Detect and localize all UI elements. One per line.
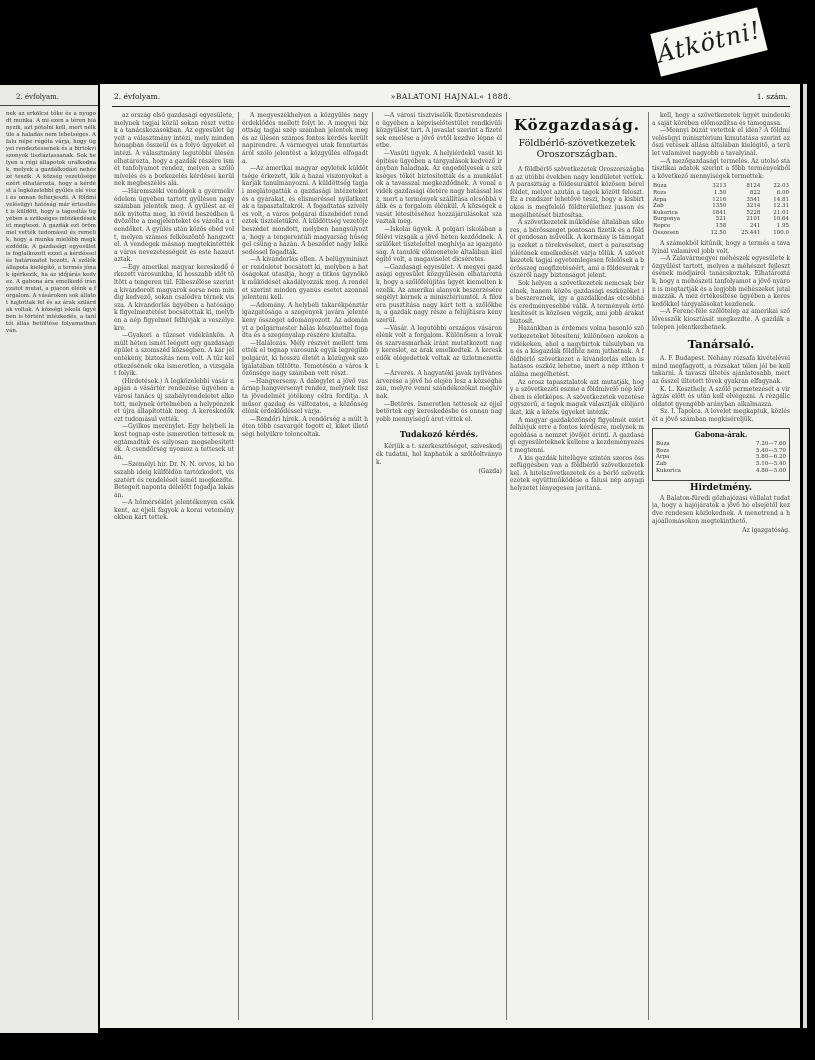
table-cell: 6.00 — [776, 189, 789, 196]
paragraph: A magyar gazdaközönség figyelmét ezért felhívjuk erre a fontos kérdésre, melynek megoldása a nemzet jövőjét érinti. A gazdasági egyesületeknek kellene a kezdeményezést megtenni. — [510, 416, 644, 454]
table-row — [652, 210, 790, 217]
table-row — [652, 216, 790, 223]
paragraph: —A Zalavármegyei méhészek egyesülete közgyűlést tartott, melyen a méhészet fejlesztésének módjairól tanácskoztak. Elhatározták, hogy a méhészeti tanfolyamot a jövő nyáron is megtartják és a legjobb méhészeket jutalmazzák. A méz értékesítése ügyében a kereskedőkkel tárgyalásokat kezdenek. — [652, 255, 790, 308]
table-cell: Zab — [656, 460, 667, 467]
table-row — [652, 183, 790, 190]
paragraph: —Hangverseny. A dalegylet a jövő vasárnap hangversenyt rendez, melynek tiszta jövedelmét jótékony célra fordítja. A műsor gazdag és változatos, a közönség élénk érdeklődéssel várja. — [242, 377, 368, 416]
paragraph: Sz. I. Tapolca. A levelet megkaptuk, közlését a jövő számban megkíséreljük. — [652, 408, 790, 423]
table-cell: Búza — [656, 441, 670, 448]
paragraph: —Vasúti ügyek. A helyiérdekű vasút kiépítése ügyében a tárgyalások kedvező irányban haladnak. Az engedélyesek a szükséges tőkét biztosították és a munkálatok a tavasszal megkezdődnek. A vonal a vidék gazdasági életére nagy hatással lesz, mert a termények szállítása olcsóbbá válik és a forgalom élénkül. A községek a vasút létesítéséhez hozzájárulásokat szavaztak meg. — [376, 149, 502, 226]
table-cell: 4.80—5.00 — [756, 467, 786, 474]
statistics-table — [652, 183, 790, 236]
table-cell: 14.81 — [773, 196, 789, 203]
table-row — [652, 197, 790, 204]
table-cell: Rozs — [653, 189, 667, 196]
masthead: »BALATONI HAJNAL« 1888. — [390, 92, 512, 101]
table-cell: Rozs — [656, 447, 670, 454]
paragraph: Az orosz tapasztalatok azt mutatják, hogy a szövetkezeti eszme a földmívelő nép körében is életképes. A szövetkezetek vezetése egyszerű, a tagok maguk választják elöljáróikat, kik a közös ügyeket intézik. — [510, 378, 644, 416]
previous-page-header-rule — [0, 105, 98, 106]
section-title: Tanársaló. — [687, 337, 755, 352]
table-cell: Zab — [653, 203, 664, 210]
paragraph: A számokból kitűnik, hogy a termés a tavalyinál valamivel jobb volt. — [652, 240, 790, 255]
table-cell: 10.64 — [773, 216, 789, 223]
table-cell: 100.0 — [773, 229, 789, 236]
table-cell: Búza — [653, 183, 667, 190]
paragraph: —Gazdasági egyesület. A megyei gazdasági egyesület közgyűlésén elhatározták, hogy a szőlőfelújítás ügyét kiemelten kezelik. Az amerikai alanyok beszerzésére segélyt kérnek a minisztériumtól. A filoxera pusztítása nagy kárt tett a szőlőkben, a gazdák nagy része a felújításra kényszerül. — [376, 263, 502, 325]
paragraph: A megyeszékhelyen a közgyűlés nagy érdeklődés mellett folyt le. A megyei bizottság tagjai szép számban jelentek meg és az ülésen számos fontos kérdés került napirendre. A vármegyei utak fenntartásáról szóló jelentést a közgyűlés elfogadta. — [242, 112, 368, 165]
table-row — [652, 190, 790, 197]
article-title: Tudakozó kérdés. — [399, 429, 479, 440]
table-cell: 1350 — [712, 203, 727, 210]
table-row — [655, 461, 787, 468]
table-cell: 5.40—5.70 — [756, 447, 786, 454]
paragraph: Kérjük a t. szerkesztőséget, szíveskedjék tudatni, hol kaphatók a szőlőoltványok. — [376, 443, 502, 466]
notice-title: Hirdetmény. — [690, 483, 752, 494]
column-rule — [506, 112, 507, 1020]
header-rule — [112, 106, 790, 107]
column-2 — [242, 112, 368, 1022]
column-4 — [510, 112, 644, 1022]
column-rule — [238, 112, 239, 1020]
paragraph: —Gyilkos merénylet. Egy helybeli lakost tegnap este ismeretlen tettesek megtámadták és súlyosan megsebesítették. A csendőrség nyomoz a tettesek után. — [114, 423, 234, 461]
section-title: Közgazdaság. — [513, 116, 641, 134]
table-cell: 2101 — [746, 216, 761, 223]
table-row — [655, 448, 787, 455]
newspaper-page — [100, 84, 800, 1028]
handwritten-note: Átkötni! — [650, 7, 767, 76]
table-cell: 5228 — [746, 209, 761, 216]
table-cell: Burgonya — [653, 216, 680, 223]
paragraph: —A hőmérséklet jelentékenyen csökkent, az éjjeli fagyok a korai veteményekben kárt tettek. — [114, 499, 234, 522]
paragraph: Hazánkban is érdemes volna hasonló szövetkezeteket létesíteni, különösen azokon a vidékeken, ahol a nagybirtok túlsúlyban van és a kisgazdák földhöz nem juthatnak. A földbérlő szövetkezet a kivándorlás ellen is hatásos eszköz lehetne, mert a nép itthon találna megélhetést. — [510, 325, 644, 379]
table-cell: 3214 — [746, 203, 761, 210]
paragraph: —Rendőri hírek. A rendőrség a múlt héten több csavargót fogott el, kiket illetőségi helyükre toloncoltak. — [242, 415, 368, 438]
paragraph: —Egy amerikai magyar kereskedő érkezett városunkba, ki hosszabb időt töltött a tengeren túl. Elbeszélése szerint a kivándorolt magyarok sorsa nem mindig kedvező, sokan csalódva térnek vissza. A kivándorlás ügyében a hatóságok figyelmeztetést bocsátottak ki, melyben a nép figyelmét felhívják a veszélyekre. — [114, 263, 234, 332]
table-cell: 521 — [715, 216, 727, 223]
column-1 — [114, 112, 234, 1022]
table-cell: 5.80—6.20 — [756, 454, 786, 461]
table-cell: Repce — [653, 222, 671, 229]
table-row — [652, 223, 790, 230]
table-cell: 7.20—7.60 — [756, 441, 786, 448]
table-cell: 12.50 — [710, 229, 727, 236]
table-cell: 21.01 — [773, 209, 789, 216]
paragraph: (Hirdetések.) A legközelebbi vásár napján a vásártér rendezése ügyében a városi tanács új szabályrendeletet alkotott, melynek értelmében a helypénzeket újra állapították meg. A kereskedők ezt tudomásul vették. — [114, 377, 234, 423]
paragraph: —Mennyi búzát vetettek el idén? A földmívelésügyi minisztérium kimutatása szerint az őszi vetések állása általában kielégítő, a terület valamivel nagyobb a tavalyinál. — [652, 127, 790, 157]
paragraph: —Vásár. A legutóbbi országos vásáron élénk volt a forgalom. Különösen a lovak és szarvasmarhák iránt mutatkozott nagy kereslet, az árak emelkedtek. A kereskedők elégedettek voltak az üzletmenettel. — [376, 324, 502, 370]
table-cell: 241 — [749, 222, 761, 229]
table-cell: 822 — [749, 189, 761, 196]
table-cell: 1.50 — [713, 189, 727, 196]
column-rule — [648, 112, 649, 1020]
table-cell: 158 — [715, 222, 727, 229]
table-cell: 5.10—5.40 — [756, 460, 786, 467]
paragraph: A szövetkezetek működése általában sikeres, a bérösszeget pontosan fizetik és a földet gondosan művelik. A kormány is támogatja ezeket a törekvéseket, mert a parasztság jólétének emelkedését várja tőlük. A szövetkezetek tagjai egyetemlegesen felelősek a bérösszeg megfizetéséért, ami a földesurak részéről nagy biztonságot jelent. — [510, 219, 644, 280]
paragraph: Sok helyen a szövetkezetek nemcsak bérelnek, hanem közös gazdasági eszközöket is beszereznek, így a gazdálkodás olcsóbbá és eredményesebbé válik. A termények értékesítését is közösen végzik, ami jobb árakat biztosít. — [510, 279, 644, 325]
issue-label: 1. szám. — [756, 92, 788, 101]
page-edge — [800, 84, 815, 1028]
previous-page-header: 2. évfolyam. — [16, 93, 60, 101]
paragraph: —A Ferenc-féle szőlőtelep az amerikai szőlővesszők kiosztását megkezdte. A gazdák a telepen jelentkezhetnek. — [652, 308, 790, 331]
table-row — [652, 203, 790, 210]
previous-page-text: nek az erkölcsi tőke és a nyugodt munka. A mi ezen a téren hiányzik, azt pótolni kell, mert nélküle a haladás nem lehetséges. A falu népe régóta várja, hogy ügyei rendeztessenek és a birtokviszonyok tisztáztassanak. Sok helyen a régi állapotok uralkodnak, melyek a gazdálkodást nehézzé teszik. A község vezetősége ezért elhatározta, hogy a kérdést a legközelebbi gyűlés elé viszi és onnan felterjeszti. A földmívelésügyi hatóság már értesítést is küldött, hogy a tagosítás ügyében a szükséges intézkedéseket megteszi. A gazdák ezt örömmel vették tudomásul és remélik, hogy a munka mielőbb megkezdődik. A gazdasági egyesület is foglalkozott ezzel a kérdéssel és határozatot hozott. A szőlők állapota kielégítő, a termés jónak ígérkezik, ha az időjárás kedvez. A gabona ára emelkedő irányzatot mutat, a piacon élénk a forgalom. A vásárokon sok állatot hajtottak fel és az árak szilárdak voltak. A községi iskola ügyében is történt intézkedés, a tanítói állás betöltése folyamatban van. — [6, 111, 96, 334]
paragraph: —Személyi hír. Dr. N. N. orvos, ki hosszabb ideig külföldön tartózkodott, visszatért és rendelését ismét megkezdte. Betegeit naponta délelőtt fogadja lakásán. — [114, 461, 234, 499]
paragraph: —Az amerikai magyar egyletek küldöttsége érkezett, kik a hazai viszonyokat akarják tanulmányozni. A küldöttség tagjai meglátogatták a gazdasági intézeteket és a gyárakat, és elismeréssel nyilatkoztak a tapasztaltakról. A fogadtatás szívélyes volt, a város polgárai díszebédet rendeztek tiszteletükre. A küldöttség vezetője beszédet mondott, melyben hangsúlyozta, hogy a tengerentúli magyarság hűséggel csüng a hazán. A beszédet nagy lelkesedéssel fogadták. — [242, 165, 368, 256]
paragraph: —A városi tisztviselők fizetésrendezése ügyében a képviselőtestület rendkívüli közgyűlést tart. A javaslat szerint a fizetések emelése a jövő évtől kezdve lépne életbe. — [376, 112, 502, 150]
table-cell: 3213 — [712, 183, 727, 190]
table-cell: Összesen — [653, 229, 679, 236]
table-cell: Árpa — [653, 196, 667, 203]
table-cell: Árpa — [656, 454, 670, 461]
paragraph: A földbérlő szövetkezetek Oroszországban az utóbbi években nagy lendületet vettek. A parasztság a földesuraktól közösen bérel földet, melyet azután a tagok között feloszt. Ez a rendszer lehetővé teszi, hogy a kisbirtokos is megfelelő földterülethez jusson és megélhetését biztosítsa. — [510, 166, 644, 219]
page-header — [114, 90, 788, 104]
paragraph: —Árverés. A hagyatéki javak nyilvános árverése a jövő hó elején lesz a községházán, melyre venni szándékozókat meghívnak. — [376, 370, 502, 400]
paragraph: —Betörés. Ismeretlen tettesek az éjjel betörtek egy kereskedésbe és onnan nagyobb mennyiségű árut vittek el. — [376, 400, 502, 423]
table-cell: 12.31 — [773, 203, 789, 210]
price-box-title: Gabona-árak. — [694, 429, 748, 439]
table-cell: 3541 — [746, 196, 761, 203]
table-row — [655, 441, 787, 448]
column-rule — [372, 112, 373, 1020]
paragraph: —Adomány. A helybeli takarékpénztár igazgatósága a szegények javára jelentékeny összeget adományozott. Az adományt a polgármester hálás köszönettel fogadta és a szegényalap részére kiutalta. — [242, 301, 368, 340]
page-number: 2. évfolyam. — [114, 92, 161, 101]
table-cell: Kukorica — [653, 209, 678, 216]
article-subtitle: Földbérlő-szövetkezetek Oroszországban. — [518, 138, 636, 160]
paragraph: A kis gazdák hitelügye szintén szoros összefüggésben van a földbérlő szövetkezetekkel. A hitelszövetkezetek és a bérlő szövetkezetek együttműködése a falusi nép anyagi helyzetét lényegesen javítaná. — [510, 454, 644, 492]
paragraph: —Gyakori a tűzeset vidékünkön. A múlt héten ismét leégett egy gazdasági épület a szomszéd községben. A kár jelentékeny, biztosítás nem volt. A tűz keletkezésének oka ismeretlen, a vizsgálat folyik. — [114, 332, 234, 378]
paragraph: K. L. Keszthely. A szőlő permetezését a virágzás előtt és után kell elvégezni. A rézgálic oldatot gyengébb arányban alkalmazza. — [652, 385, 790, 408]
paragraph: A Balaton-füredi gőzhajózási vállalat tudatja, hogy a hajójáratok a jövő hó elsejétől kezdve rendesen közlekednek. A menetrend a hajóállomásokon megtekinthető. — [652, 494, 790, 525]
table-cell: 1.95 — [776, 222, 789, 229]
paragraph: az ország első gazdasági egyesülete, melynek tagjai közül sokan részt vettek a tanácskozásokban. Az egyesület ügyeit a választmány intézi, mely minden hónapban összeül és a folyó ügyeket elintézi. A választmány legutóbbi ülésén elhatározta, hogy a gazdák részére ismét tanfolyamot rendez, melyen a szőlőmívelés és a borkezelés kérdései kerülnek megbeszélés alá. — [114, 112, 234, 188]
column-5 — [652, 112, 790, 1022]
paragraph: —Halálozás. Mély részvét mellett temették el tegnap városunk egyik legrégibb polgárát, ki hosszú életét a közügyek szolgálatában töltötte. Temetésén a város közönsége nagy számban vett részt. — [242, 339, 368, 378]
signature: (Gazda) — [478, 468, 502, 476]
paragraph: A. F. Budapest. Néhány rózsafa kivételével mind megfagyott, a rózsákat télen jól be kell takarni. A tavaszi ültetés ajánlatosabb, mert az ősszel ültetett tövek gyakran elfagynak. — [652, 355, 790, 385]
table-cell: 1841 — [712, 209, 727, 216]
table-cell: 8124 — [746, 183, 761, 190]
table-cell: 25.441 — [741, 229, 761, 236]
price-box — [652, 428, 790, 482]
paragraph: —A mezőgazdasági termelés. Az utolsó statisztikai adatok szerint a főbb terményekből a következő mennyiségek termettek: — [652, 157, 790, 180]
signature: Az igazgatóság. — [742, 527, 790, 535]
table-row — [652, 230, 790, 237]
table-row — [655, 468, 787, 475]
previous-page-strip — [0, 85, 98, 1033]
table-cell: Kukorica — [656, 467, 681, 474]
table-cell: 1216 — [712, 196, 727, 203]
column-3 — [376, 112, 502, 1022]
price-table — [655, 441, 787, 474]
paragraph: —A kivándorlás ellen. A belügyminiszter rendeletet bocsátott ki, melyben a hatóságokat utasítja, hogy a titkos ügynökök működését akadályozzák meg. A rendelet szerint minden gyanús esetet azonnal jelenteni kell. — [242, 256, 368, 302]
table-row — [655, 454, 787, 461]
paragraph: —Iskolai ügyek. A polgári iskolában a félévi vizsgák a jövő héten kezdődnek. A szülőket tisztelettel meghívja az igazgatóság. A tanulók előmenetele általában kielégítő volt, a magaviselet dicséretes. — [376, 225, 502, 264]
paragraph: —Háromszéki vendégek a gyermekvédelem ügyében tartott gyűlésen nagy számban jelentek meg. A gyűlést az elnök nyitotta meg, ki rövid beszédben üdvözölte a megjelenteket és vázolta a teendőket. A gyűlés után közös ebéd volt, melyen számos felköszöntő hangzott el. A vendégek másnap megtekintették a város nevezetességeit és este hazautaztak. — [114, 187, 234, 264]
paragraph: kell, hogy a szövetkezetek ügyét mindenki a saját körében előmozdítsa és támogassa. — [652, 112, 790, 127]
table-cell: 22.03 — [773, 183, 789, 190]
